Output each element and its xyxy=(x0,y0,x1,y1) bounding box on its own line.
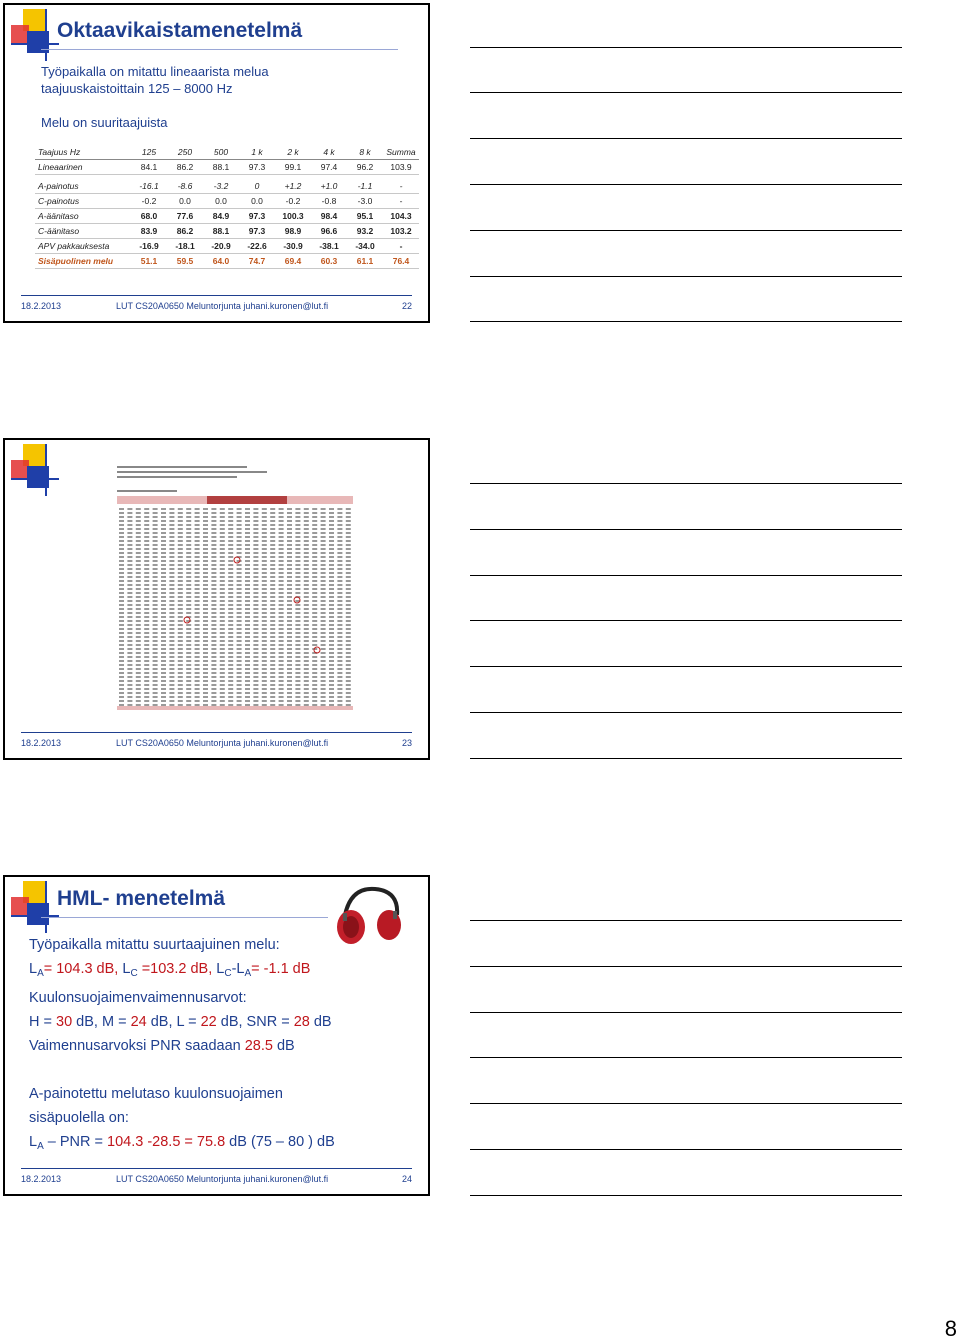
hml-values-line: H = 30 dB, M = 24 dB, L = 22 dB, SNR = 28 dB xyxy=(29,1014,332,1030)
table-row: C-painotus -0.2 0.0 0.0 0.0 -0.2 -0.8 -3.0 - xyxy=(35,194,419,209)
table-row: A-painotus -16.1 -8.6 -3.2 0 +1.2 +1.0 -1.1 - xyxy=(35,179,419,194)
footer-date: 18.2.2013 xyxy=(21,1174,62,1184)
footer-slide-number: 23 xyxy=(401,738,412,748)
attenuation-label: Kuulonsuojaimenvaimennusarvot: xyxy=(29,990,247,1006)
table-row-highlight: Sisäpuolinen melu 51.1 59.5 64.0 74.7 69.4 60.3 61.1 76.4 xyxy=(35,254,419,269)
intro-line-1: Työpaikalla on mitattu lineaarista melua xyxy=(41,64,269,79)
slide-22 xyxy=(3,3,430,323)
hml-content xyxy=(29,933,335,1159)
intro-line-2: taajuuskaistoittain 125 – 8000 Hz xyxy=(41,81,233,96)
octave-table xyxy=(35,145,419,269)
intro-line-3: Melu on suuritaajuista xyxy=(41,115,168,130)
slide-23 xyxy=(3,438,430,760)
footer-date: 18.2.2013 xyxy=(21,738,62,748)
footer-course: LUT CS20A0650 Meluntorjunta juhani.kuronen@lut.fi xyxy=(116,738,329,748)
slide-footer xyxy=(21,301,412,311)
result-line-2: sisäpuolella on: xyxy=(29,1110,129,1126)
table-header-row: Taajuus Hz 125 250 500 1 k 2 k 4 k 8 k Summa xyxy=(35,145,419,160)
footer-slide-number: 22 xyxy=(401,301,412,311)
slide-24 xyxy=(3,875,430,1196)
footer-course: LUT CS20A0650 Meluntorjunta juhani.kuronen@lut.fi xyxy=(116,301,329,311)
lut-logo xyxy=(11,9,59,61)
lut-logo xyxy=(11,881,59,933)
title-rule xyxy=(41,917,328,918)
page-number: 8 xyxy=(944,1316,957,1341)
footer-course: LUT CS20A0650 Meluntorjunta juhani.kuronen@lut.fi xyxy=(116,1174,329,1184)
levels-line: $L_A= 104.3$ dB, $L_C =103.2$ dB, $L_C-L_A= -1.1$ dB xyxy=(29,961,311,979)
title-rule xyxy=(41,49,398,50)
table-row: A-äänitaso 68.0 77.6 84.9 97.3 100.3 98.4 95.1 104.3 xyxy=(35,209,419,224)
slide-footer xyxy=(21,1174,412,1184)
footer-date: 18.2.2013 xyxy=(21,301,62,311)
pnr-line: Vaimennusarvoksi PNR saadaan 28.5 dB xyxy=(29,1038,295,1054)
measured-noise-label: Työpaikalla mitattu suurtaajuinen melu: xyxy=(29,937,280,953)
table-row: C-äänitaso 83.9 86.2 88.1 97.3 98.9 96.6 93.2 103.2 xyxy=(35,224,419,239)
table-row: APV pakkauksesta -16.9 -18.1 -20.9 -22.6 -30.9 -38.1 -34.0 - xyxy=(35,239,419,254)
hearing-protector-table-image xyxy=(117,460,353,720)
table-row: Lineaarinen 84.1 86.2 88.1 97.3 99.1 97.4 96.2 103.9 xyxy=(35,160,419,175)
lut-logo xyxy=(11,444,59,496)
slide-title: Oktaavikaistamenetelmä xyxy=(57,19,303,42)
footer-slide-number: 24 xyxy=(401,1174,412,1184)
slide-footer xyxy=(21,738,412,748)
slide-title: HML- menetelmä xyxy=(57,887,226,910)
result-line-1: A-painotettu melutaso kuulonsuojaimen xyxy=(29,1086,283,1102)
ear-muffs-icon xyxy=(331,885,407,949)
result-formula: $L_A$ – PNR = 104.3 -28.5 = 75.8 dB (75 – 80 ) dB xyxy=(29,1134,335,1152)
